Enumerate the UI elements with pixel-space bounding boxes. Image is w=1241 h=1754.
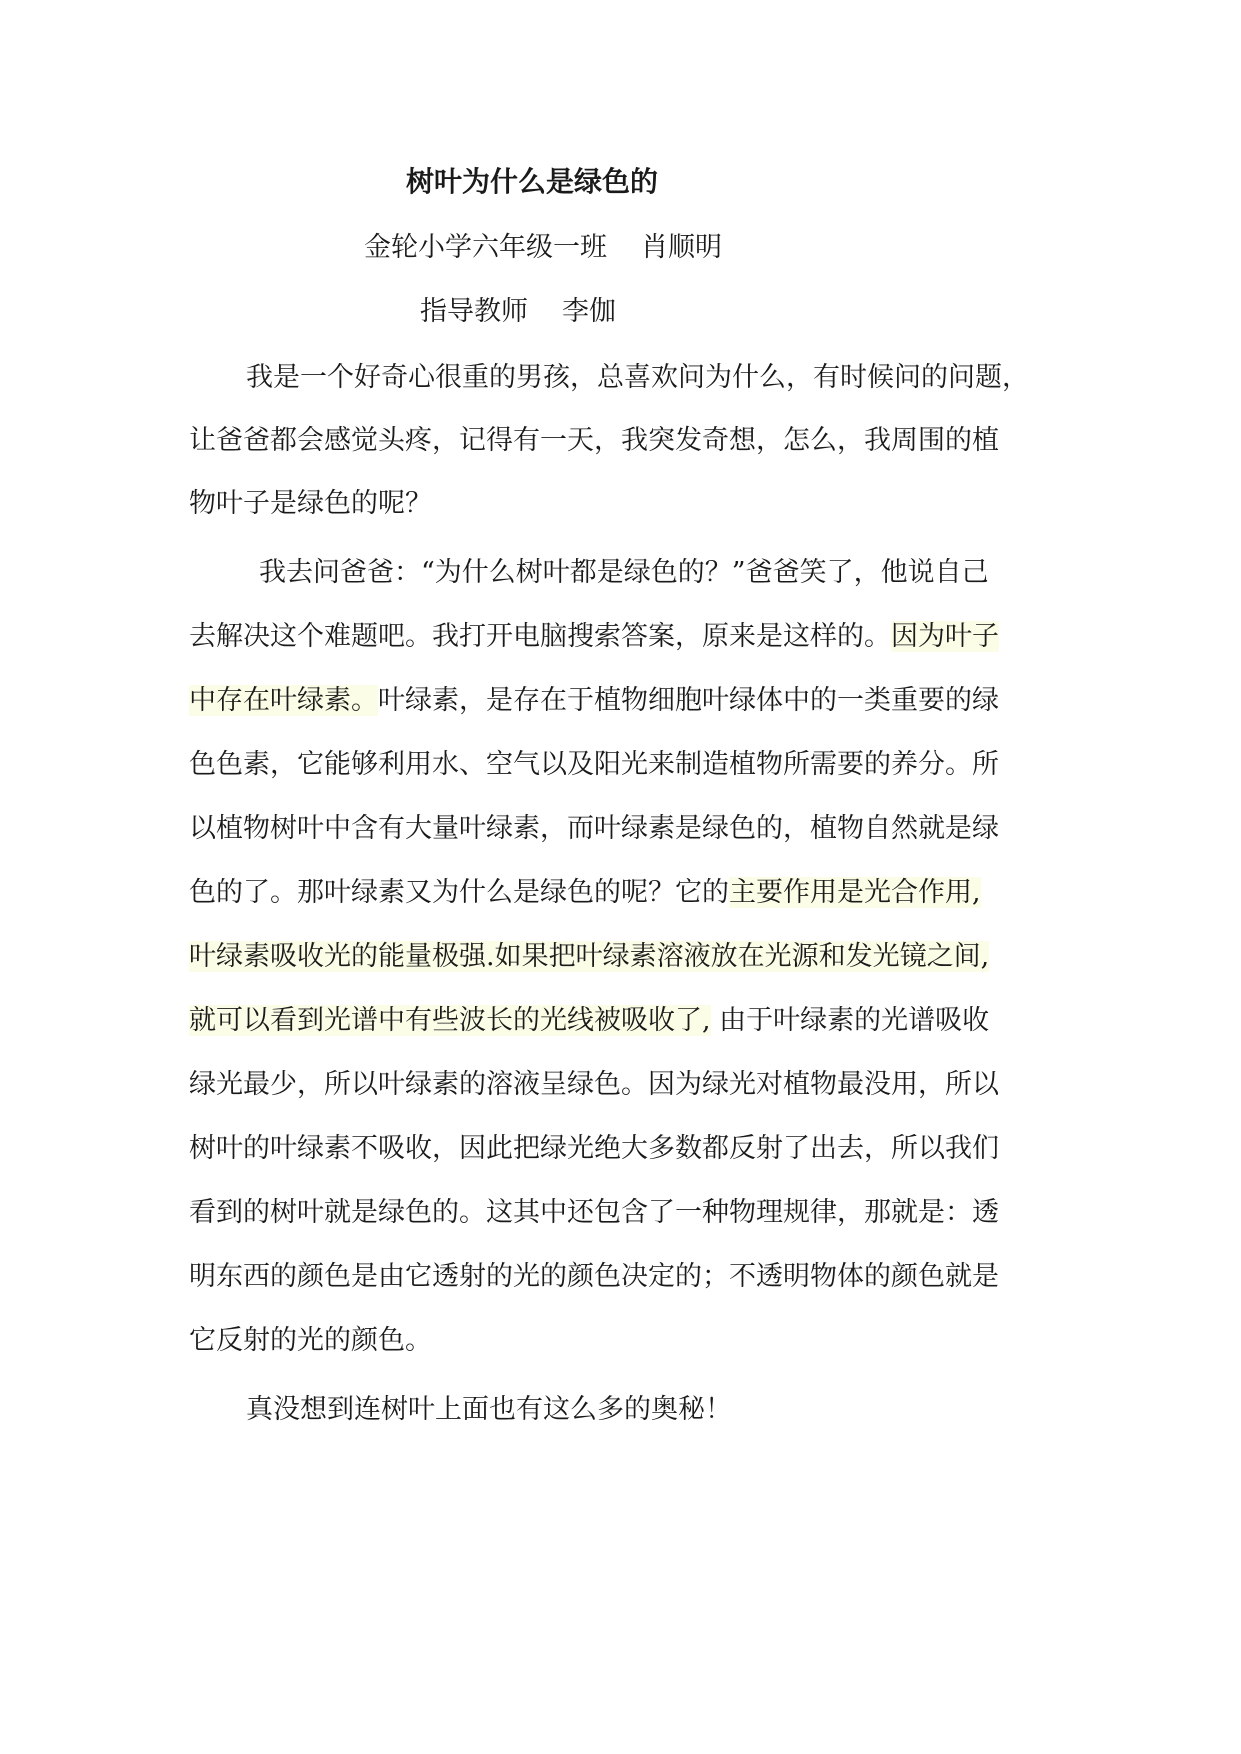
highlighted-text: 因为叶子 (891, 621, 999, 652)
paragraph-2-line-9: 绿光最少，所以叶绿素的溶液呈绿色。因为绿光对植物最没用，所以 (189, 1069, 999, 1100)
paragraph-2-line-2-text: 去解决这个难题吧。我打开电脑搜索答案，原来是这样的。 (189, 621, 891, 652)
author-name: 肖顺明 (641, 232, 722, 263)
paragraph-2-line-12: 明东西的颜色是由它透射的光的颜色决定的；不透明物体的颜色就是 (189, 1261, 999, 1292)
highlighted-text: 中存在叶绿素。 (189, 685, 378, 716)
paragraph-1-line-2: 让爸爸都会感觉头疼，记得有一天，我突发奇想，怎么，我周围的植 (189, 425, 999, 456)
essay-title: 树叶为什么是绿色的 (406, 165, 659, 198)
paragraph-2-line-3-text: 叶绿素，是存在于植物细胞叶绿体中的一类重要的绿 (378, 685, 999, 716)
teacher-byline (420, 292, 616, 332)
teacher-label: 指导教师 (420, 296, 528, 327)
author-byline (364, 228, 722, 268)
paragraph-2-line-10: 树叶的叶绿素不吸收，因此把绿光绝大多数都反射了出去，所以我们 (189, 1133, 999, 1164)
paragraph-2-line-4: 色色素，它能够利用水、空气以及阳光来制造植物所需要的养分。所 (189, 749, 999, 780)
paragraph-2-line-6-text: 色的了。那叶绿素又为什么是绿色的呢？它的 (189, 877, 729, 908)
paragraph-2-line-6 (189, 873, 981, 913)
paragraph-2-line-11: 看到的树叶就是绿色的。这其中还包含了一种物理规律，那就是：透 (189, 1197, 999, 1228)
teacher-name: 李伽 (562, 296, 616, 327)
paragraph-2-line-7 (189, 937, 989, 977)
author-school-class: 金轮小学六年级一班 (364, 232, 607, 263)
paragraph-2-line-8 (189, 1001, 989, 1041)
highlighted-text: 叶绿素吸收光的能量极强.如果把叶绿素溶液放在光源和发光镜之间, (189, 941, 990, 972)
paragraph-1-line-1: 我是一个好奇心很重的男孩，总喜欢问为什么，有时候问的问题， (246, 362, 1029, 393)
paragraph-2-line-5: 以植物树叶中含有大量叶绿素，而叶绿素是绿色的，植物自然就是绿 (189, 813, 999, 844)
highlighted-text: 就可以看到光谱中有些波长的光线被吸收了, (189, 1005, 711, 1036)
paragraph-2-line-3 (189, 681, 999, 721)
paragraph-2-line-1: 我去问爸爸：“为什么树叶都是绿色的？”爸爸笑了，他说自己 (259, 557, 989, 588)
paragraph-3-line-1: 真没想到连树叶上面也有这么多的奥秘！ (246, 1394, 732, 1425)
paragraph-2-line-13: 它反射的光的颜色。 (189, 1325, 432, 1356)
highlighted-text: 主要作用是光合作用, (729, 877, 981, 908)
paragraph-1-line-3: 物叶子是绿色的呢？ (189, 488, 432, 519)
paragraph-2-line-8-text: 由于叶绿素的光谱吸收 (710, 1005, 990, 1036)
paragraph-2-line-2 (189, 617, 999, 657)
